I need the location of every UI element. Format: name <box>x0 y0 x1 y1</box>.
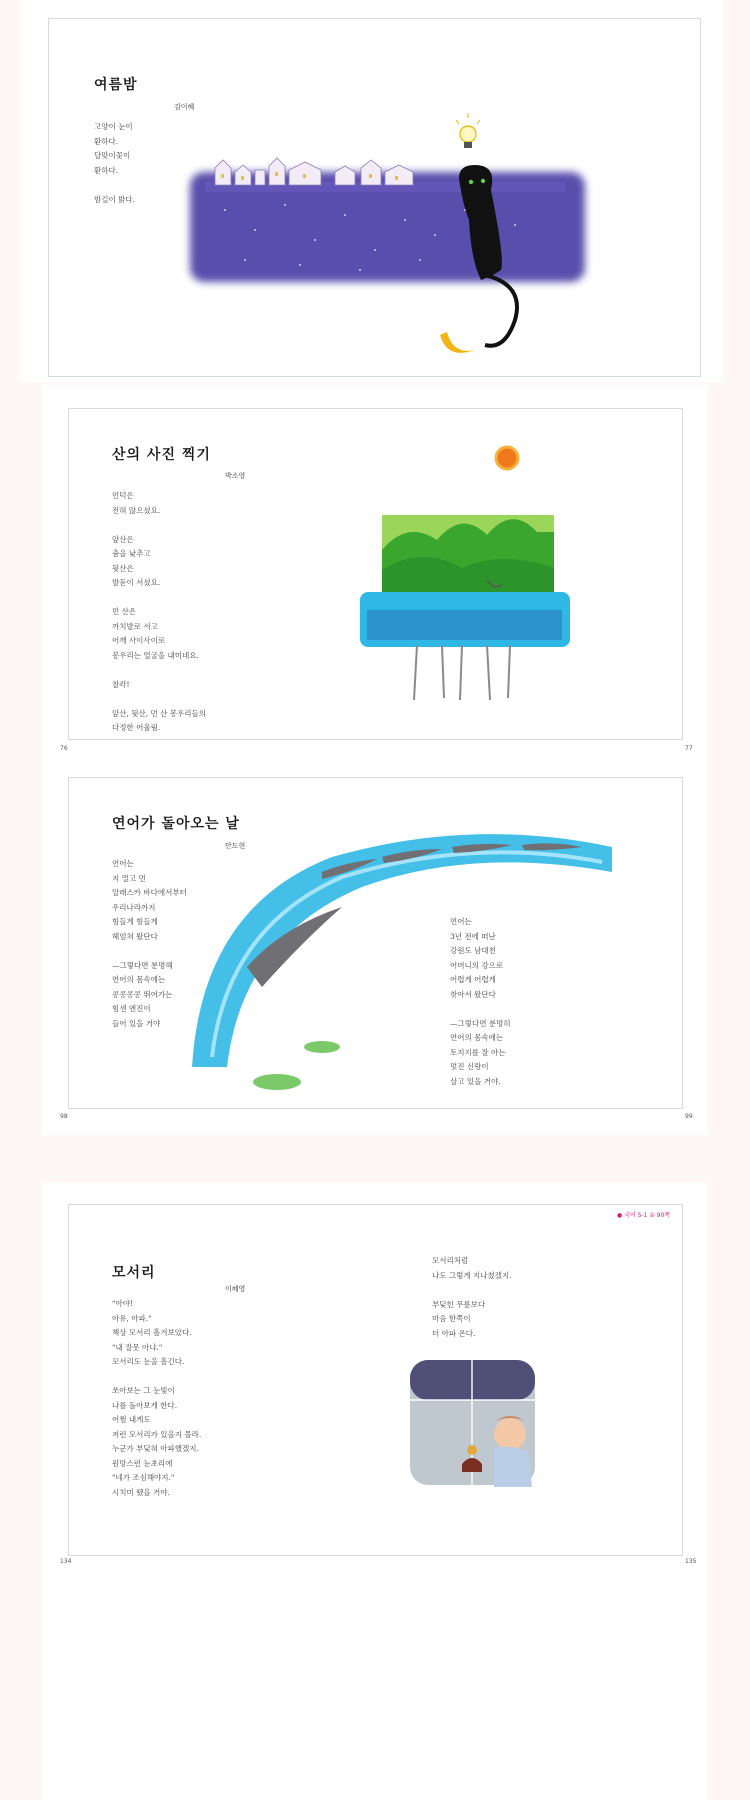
poem-title: 연어가 돌아오는 날 <box>112 816 240 832</box>
poem-title: 여름밤 <box>94 77 138 93</box>
spread-corner <box>42 1182 707 1800</box>
crescent-moon <box>440 332 475 353</box>
spread-salmon-return <box>42 757 707 1135</box>
child-body <box>494 1447 532 1487</box>
page-number-left: 134 <box>60 1558 72 1565</box>
poem-author: 박소영 <box>225 472 246 480</box>
poem-body: 고양이 눈이 환하다. 달맞이꽃이 환하다. 밤길이 밝다. <box>94 122 135 204</box>
spread-mountain-photo <box>42 385 707 757</box>
page-number-right: 77 <box>685 745 693 752</box>
light-bulb <box>456 113 480 148</box>
page-number-left: 76 <box>60 745 68 752</box>
poem-body-left: 연어는 지 멀고 먼 알래스카 바다에서부터 우리나라까지 힘들게 힘들게 헤엄쳐 왔단다 —그렇다면 분명해 연어의 몸속에는 콩콩콩콩 뛰어가는 힘센 엔진이 들어 있을 거야 <box>112 859 187 1028</box>
poem-title: 산의 사진 찍기 <box>112 447 211 463</box>
poem-body: 언덕은 전혀 않으셨요. 앞산은 춤을 낮추고 뒷산은 발돋이 서셨요. 먼 산은 까치발로 서고 어깨 사이사이로 봉우리는 얼굴을 내미네요. 찰칵! 앞산, 뒷산, 먼 산 봉우리들의 다정한 어울림. <box>112 491 206 732</box>
curriculum-tag: ● 국어 5-1 ② 90쪽 <box>617 1212 671 1219</box>
child-head <box>494 1418 526 1450</box>
poem-title: 모서리 <box>112 1265 156 1281</box>
spread-summer-night <box>20 0 723 382</box>
poem-body-left: "아야! 아유, 아파." 책상 모서리 흘겨보았다. "내 잘못 아냐." 모서리도 눈을 흘긴다. 쏘아보는 그 눈빛이 나를 돌아보게 한다. 어쩜 내게도 저런 모서리가 있을지 몰라. 누군가 부딪혀 아파했겠지. 원망스런 눈초리에 "네가 조심해야지." 시치미 뗐을 거야. <box>112 1299 202 1497</box>
poem-author: 김이혜 <box>174 103 195 111</box>
page-number-right: 135 <box>685 1558 697 1565</box>
poem-author: 이혜영 <box>225 1285 246 1293</box>
poem-body-right: 모서리처럼 나도 그렇게 지나쳤겠지. 부딪힌 무릎보다 마음 한쪽이 더 아파 온다. <box>432 1256 512 1338</box>
page-number-right: 99 <box>685 1113 693 1120</box>
child-window-illustration <box>402 1352 542 1492</box>
river-arc <box>192 834 612 1067</box>
page-number-left: 98 <box>60 1113 68 1120</box>
mountain-photo-illustration <box>352 440 582 710</box>
salmon-river-illustration <box>172 817 632 1097</box>
sun-icon <box>496 447 518 469</box>
tree-trunks <box>414 645 510 700</box>
green-bush <box>253 1074 301 1090</box>
poem-author: 안도현 <box>225 842 246 850</box>
poem-body-right: 연어는 3년 전에 떠난 강원도 남대천 어머니의 강으로 어렵게 어렵게 찾아서 왔단다 —그렇다면 분명히 연어의 몸속에는 토지지를 잘 아는 멋진 신랑이 살고 있을 거야. <box>450 917 511 1086</box>
night-village-illustration <box>185 110 605 370</box>
